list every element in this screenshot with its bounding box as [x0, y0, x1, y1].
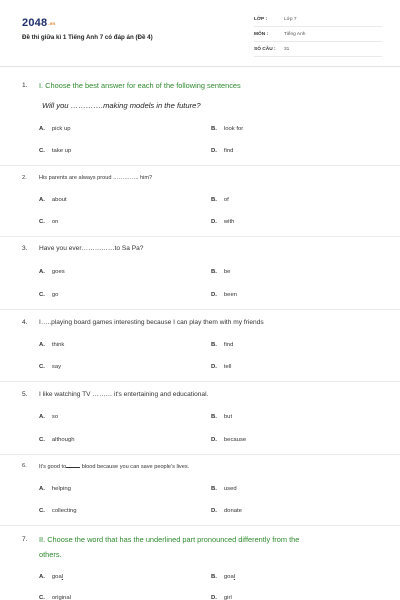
option-c[interactable]: C. go	[39, 292, 59, 298]
page-header	[0, 0, 400, 74]
question-number: 3.	[22, 245, 28, 252]
option-d[interactable]: D. with	[211, 219, 235, 225]
question-number: 6.	[22, 463, 27, 469]
meta-count-label: SỐ CÂU :	[254, 47, 276, 52]
question-number: 2.	[22, 175, 27, 181]
option-c[interactable]: C. say	[39, 364, 62, 370]
option-d[interactable]: D. been	[211, 292, 238, 298]
meta-subject-value: Tiếng Anh	[284, 32, 306, 37]
meta-class	[254, 14, 382, 27]
option-c[interactable]: C. take up	[39, 148, 72, 154]
option-b[interactable]: B. but	[211, 414, 233, 420]
option-a[interactable]: A. helping	[39, 486, 71, 492]
option-c[interactable]: C. original	[39, 595, 71, 600]
option-d[interactable]: D. find	[211, 148, 234, 154]
question-divider	[0, 381, 400, 382]
option-c[interactable]: C. collecting	[39, 508, 77, 514]
option-a[interactable]: A. so	[39, 414, 59, 420]
question-divider	[0, 165, 400, 166]
question-number: 4.	[22, 319, 28, 326]
question-divider	[0, 525, 400, 526]
question-text: His parents are always proud ………….. him?	[39, 175, 153, 181]
question-text: I. Choose the best answer for each of the following sentences	[39, 81, 241, 90]
brand-logo[interactable]: $2048_{.vn}$	[22, 17, 56, 29]
question-number: 7.	[22, 536, 28, 543]
option-b[interactable]: B. find	[211, 342, 234, 348]
question-text: I…..playing board games interesting because I can play them with my friends	[39, 319, 264, 326]
option-a[interactable]: A. pick up	[39, 126, 71, 132]
option-d[interactable]: D. tell	[211, 364, 232, 370]
question-number: 5.	[22, 391, 28, 398]
option-c[interactable]: C. although	[39, 437, 75, 443]
answer-blank	[66, 463, 80, 468]
option-d[interactable]: D. girl	[211, 595, 232, 600]
option-b[interactable]: B. be	[211, 269, 231, 275]
header-divider	[0, 66, 400, 67]
meta-subject-label: MÔN :	[254, 32, 269, 37]
question-divider	[0, 454, 400, 455]
option-b[interactable]: B. of	[211, 197, 229, 203]
option-b[interactable]: B. used	[211, 486, 237, 492]
meta-subject	[254, 29, 382, 42]
option-d[interactable]: D. donate	[211, 508, 242, 514]
option-a[interactable]: A. about	[39, 197, 67, 203]
option-a[interactable]: A. think	[39, 342, 65, 348]
question-text: Have you ever……………to Sa Pa?	[39, 245, 144, 252]
option-a[interactable]: A. goal	[39, 574, 64, 580]
question-text: It's good to blood because you can save people's lives.	[39, 464, 190, 470]
meta-class-value: Lớp 7	[284, 17, 297, 22]
option-d[interactable]: D. because	[211, 437, 247, 443]
option-a[interactable]: A. goes	[39, 269, 65, 275]
question-number: 1.	[22, 82, 28, 89]
question-divider	[0, 309, 400, 310]
meta-count-value: 31	[284, 47, 290, 52]
question-text: II. Choose the word that has the underlined part pronounced differently from the	[39, 535, 300, 544]
question-text: I like watching TV ……… it's entertaining and educational.	[39, 391, 209, 398]
question-sentence: Will you ………….making models in the future?	[42, 101, 201, 110]
option-b[interactable]: B. goal	[211, 574, 236, 580]
question-text-continued: others.	[39, 550, 62, 559]
meta-count	[254, 44, 382, 57]
meta-class-label: LỚP :	[254, 17, 268, 22]
question-divider	[0, 236, 400, 237]
option-b[interactable]: B. look for	[211, 126, 244, 132]
exam-title: Đề thi giữa kì 1 Tiếng Anh 7 có đáp án (Đề 4)	[22, 34, 153, 41]
option-c[interactable]: C. on	[39, 219, 59, 225]
